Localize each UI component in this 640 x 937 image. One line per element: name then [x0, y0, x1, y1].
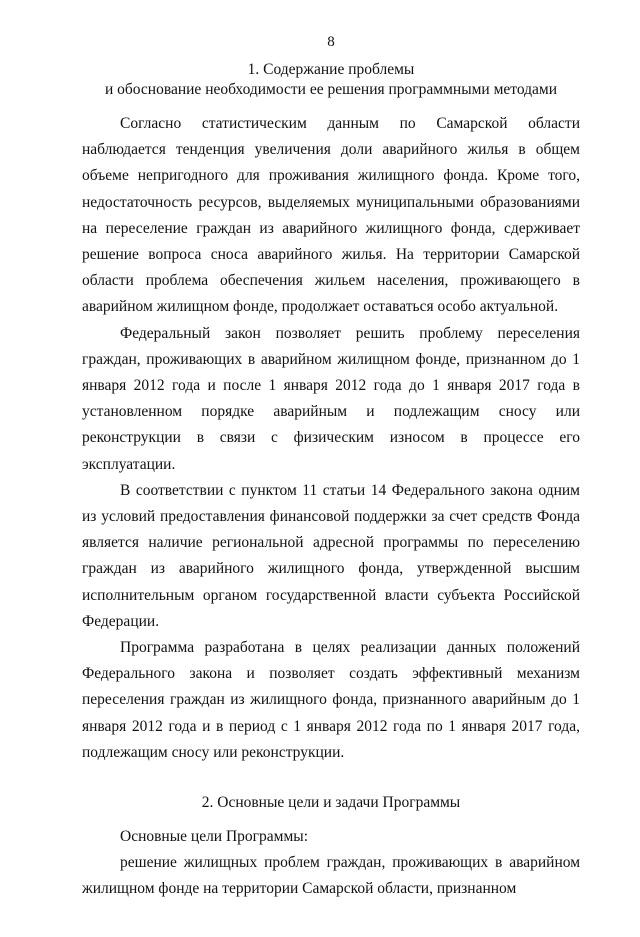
section-1-title-line-2: и обоснование необходимости ее решения программными методами	[104, 81, 558, 98]
page-number: 8	[327, 34, 335, 50]
section-2-intro: Основные цели Программы:	[120, 828, 308, 846]
section-1-paragraph-4: Программа разработана в целях реализации данных положений Федерального закона и позволяет создать эффективный механизм переселения граждан из жилищного фонда, признанного аварийным до 1 января 2012 года и в период с 1 января 2012 года по 1 января 2017 года, подлежащим сносу или реконструкции.	[82, 639, 580, 761]
section-1-paragraph-2: Федеральный закон позволяет решить проблему переселения граждан, проживающих в аварийном жилищном фонде, признанном до 1 января 2012 года и после 1 января 2012 года до 1 января 2017 года в установленном порядке аварийным и подлежащим сносу или реконструкции в связи с физическим износом в процессе его эксплуатации.	[82, 324, 580, 473]
section-1-title-line-1: 1. Содержание проблемы	[247, 61, 415, 78]
section-2-goal-text: решение жилищных проблем граждан, проживающих в аварийном жилищном фонде на территории Самарской области, признанном	[82, 854, 580, 898]
document-page	[0, 32, 640, 937]
section-1-paragraph-1: Согласно статистическим данным по Самарской области наблюдается тенденция увеличения доли аварийного жилья в общем объеме непригодного для проживания жилищного фонда. Кроме того, недостаточность ресурсов, выделяемых муниципальными образованиями на переселение граждан из аварийного жилищного фонда, сдерживает решение вопроса сноса аварийного жилья. На территории Самарской области проблема обеспечения жильем населения, проживающего в аварийном жилищном фонде, продолжает оставаться особо актуальной.	[82, 115, 580, 316]
section-2-title: 2. Основные цели и задачи Программы	[201, 794, 461, 812]
section-1-paragraph-3: В соответствии с пунктом 11 статьи 14 Федерального закона одним из условий предоставления финансовой поддержки за счет средств Фонда является наличие региональной адресной программы по переселению граждан из аварийного жилищного фонда, утвержденной высшим исполнительным органом государственной власти субъекта Российской Федерации.	[82, 481, 580, 630]
